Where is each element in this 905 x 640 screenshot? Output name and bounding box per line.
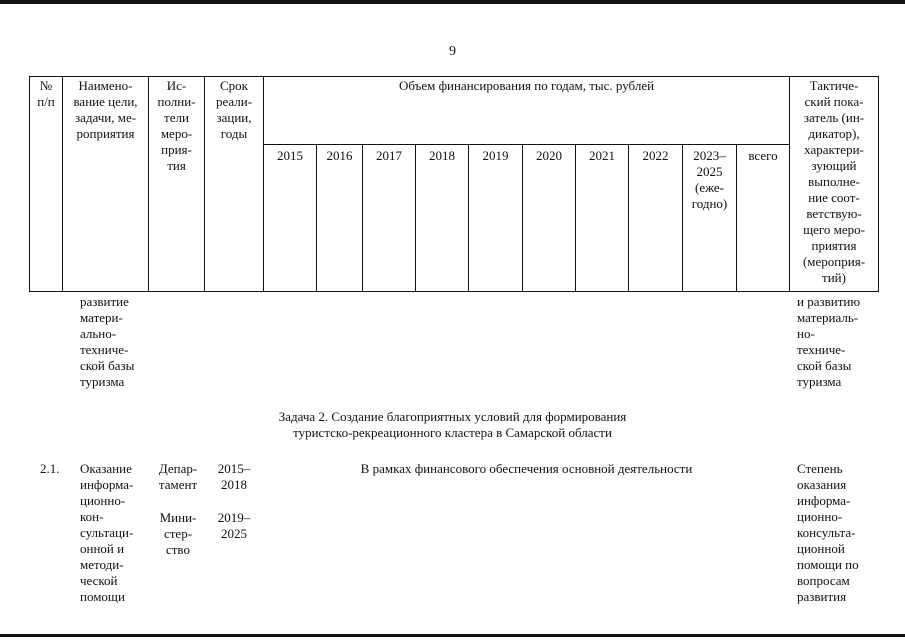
grid-line: [362, 144, 363, 292]
row-name: Оказание информа- ционно- кон- сультаци- онной и методи- ческой помощи: [80, 461, 134, 604]
grid-line: [316, 144, 317, 292]
header-year: 2018: [429, 148, 455, 163]
header-name: Наимено- вание цели, задачи, ме- роприятия: [73, 78, 138, 141]
carryover-indicator-text: и развитию материаль- но- техниче- ской базы туризма: [797, 294, 861, 389]
header-executors: Ис- полни- тели меро- прия- тия: [157, 78, 196, 173]
header-year: 2021: [589, 148, 615, 163]
row-executor-ministry: Мини- стер- ство: [159, 510, 197, 557]
header-year-range: 2023– 2025 (еже- годно): [691, 148, 728, 211]
page-number: 9: [449, 44, 456, 59]
row-term-second: 2019– 2025: [217, 510, 251, 541]
carryover-name-text: развитие матери- ально- техниче- ской базы туризма: [80, 294, 135, 389]
grid-line: [575, 144, 576, 292]
header-number: № п/п: [37, 78, 55, 109]
header-year: 2022: [642, 148, 669, 163]
header-year: 2020: [536, 148, 562, 163]
grid-line: [522, 144, 523, 292]
table-header: [29, 76, 879, 292]
header-bottom-border: [29, 291, 879, 292]
grid-line: [878, 76, 879, 292]
row-number: 2.1.: [40, 461, 60, 476]
row-term-first: 2015– 2018: [217, 461, 251, 492]
header-year: 2016: [326, 148, 353, 163]
top-border-line: [0, 0, 905, 4]
grid-line: [263, 76, 264, 292]
header-financing: Объем финансирования по годам, тыс. рублей: [398, 78, 655, 93]
years-row-divider: [263, 144, 790, 145]
task-heading: Задача 2. Создание благоприятных условий для формирования туристско-рекреационного кластера в Самарской области: [278, 409, 627, 440]
header-term: Срок реали- зации, годы: [215, 78, 253, 141]
grid-line: [628, 144, 629, 292]
header-year: 2017: [376, 148, 402, 163]
grid-line: [415, 144, 416, 292]
grid-line: [736, 144, 737, 292]
row-executor-department: Депар- тамент: [158, 461, 198, 492]
header-year: 2019: [482, 148, 509, 163]
grid-line: [468, 144, 469, 292]
bottom-border-line: [0, 634, 905, 637]
header-year: 2015: [277, 148, 303, 163]
row-indicator: Степень оказания информа- ционно- консульта- ционной помощи по вопросам развития: [797, 461, 859, 604]
header-top-border: [29, 76, 879, 77]
header-indicator: Тактиче- ский пока- затель (ин- дикатор), характери- зующий выполне- ние соот- ветствую- щего меро- приятия (мероприя- тий): [802, 78, 866, 285]
header-total: всего: [748, 148, 778, 163]
row-financing-note: В рамках финансового обеспечения основной деятельности: [360, 461, 693, 476]
